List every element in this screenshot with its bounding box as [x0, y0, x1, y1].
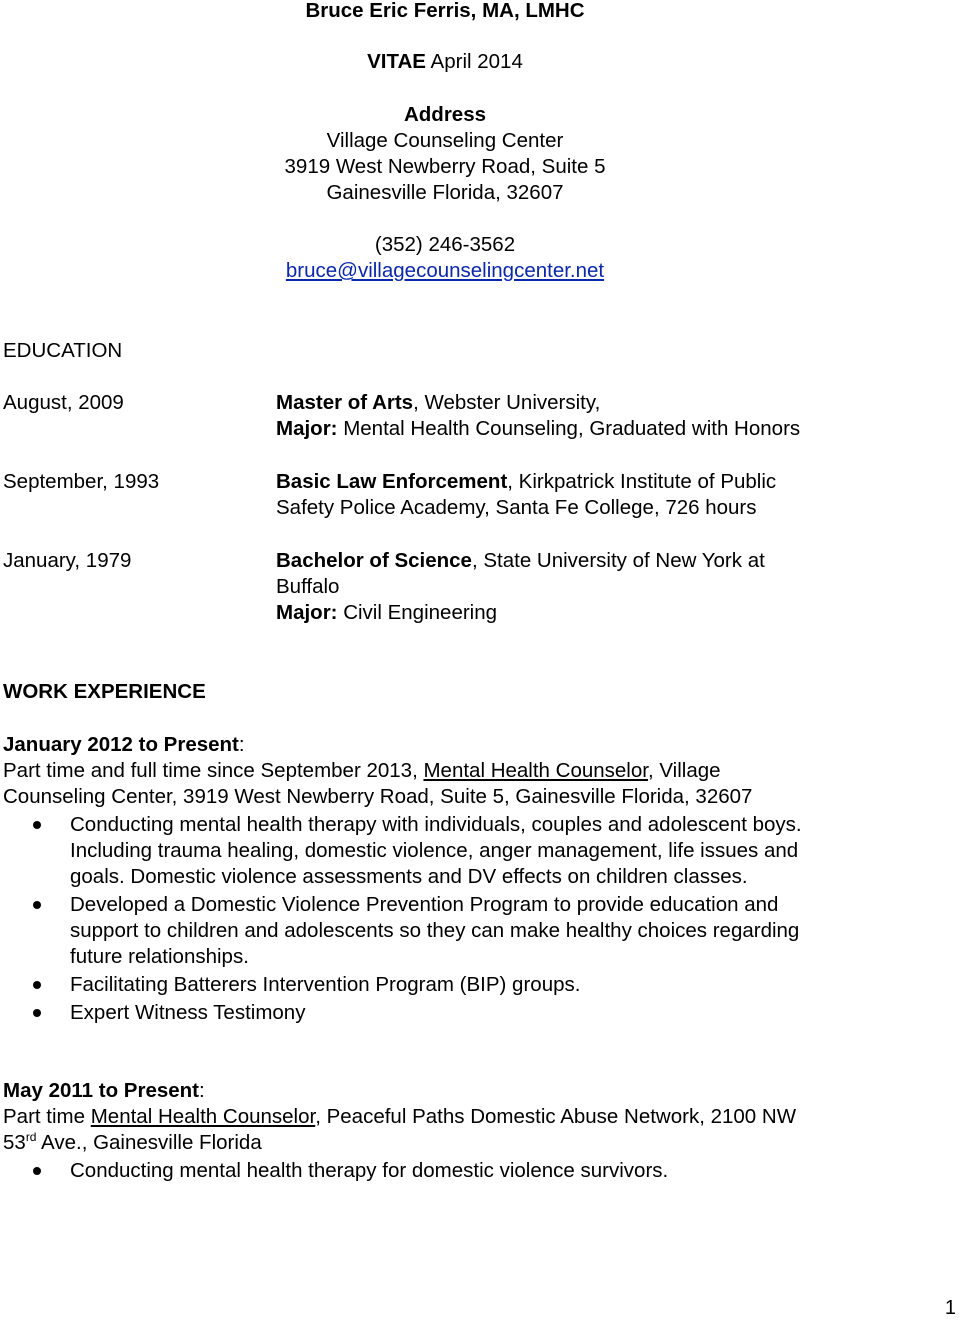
- degree-name: Bachelor of Science: [276, 549, 472, 572]
- page-number: 1: [944, 1297, 956, 1319]
- work-experience-heading: WORK EXPERIENCE: [3, 680, 206, 703]
- bullet-icon: [33, 981, 41, 989]
- job-period: January 2012 to Present: [3, 733, 239, 756]
- school-name-cont: Safety Police Academy, Santa Fe College, 726 hours: [276, 496, 757, 519]
- address-line-3: Gainesville Florida, 32607: [326, 181, 564, 204]
- list-item: [3, 1000, 900, 1026]
- duty-text: Conducting mental health therapy with individuals, couples and adolescent boys.: [70, 813, 802, 836]
- bullet-icon: [33, 1167, 41, 1175]
- major-value: Civil Engineering: [337, 601, 498, 624]
- major-label: Major:: [276, 417, 338, 440]
- degree-name: Master of Arts: [276, 391, 414, 414]
- bullet-icon: [33, 901, 41, 909]
- education-description: [276, 548, 876, 626]
- job-entry: [3, 732, 943, 1028]
- job-employer: , Village: [647, 759, 721, 782]
- vitae-line: [0, 49, 890, 75]
- job-location: Counseling Center, 3919 West Newberry Road, Suite 5, Gainesville Florida, 32607: [3, 785, 753, 808]
- email-link[interactable]: bruce@villagecounselingcenter.net: [285, 259, 605, 282]
- list-item: [3, 812, 900, 890]
- phone-number: (352) 246-3562: [374, 233, 516, 256]
- list-item: [3, 1158, 900, 1184]
- job-role: Mental Health Counselor: [90, 1105, 316, 1128]
- duty-text: Expert Witness Testimony: [70, 1001, 306, 1024]
- email-line: [0, 258, 890, 284]
- degree-name: Basic Law Enforcement: [276, 470, 508, 493]
- education-date: September, 1993: [3, 470, 160, 493]
- school-name: , Kirkpatrick Institute of Public: [507, 470, 777, 493]
- address-line-1: Village Counseling Center: [326, 129, 564, 152]
- duty-text: future relationships.: [70, 945, 249, 968]
- job-description: Part time: [3, 1105, 91, 1128]
- resume-name: Bruce Eric Ferris, MA, LMHC: [305, 0, 585, 22]
- job-duties-list: [3, 1158, 943, 1184]
- job-entry: [3, 1078, 943, 1186]
- job-period-suffix: :: [199, 1079, 205, 1102]
- job-period-suffix: :: [238, 733, 245, 756]
- address-line-2: 3919 West Newberry Road, Suite 5: [284, 155, 606, 178]
- job-description: Part time and full time since September 2013,: [3, 759, 424, 782]
- duty-text: support to children and adolescents so they can make healthy choices regarding: [70, 919, 800, 942]
- school-name-cont: Buffalo: [276, 575, 340, 598]
- list-item: [3, 972, 900, 998]
- bullet-icon: [33, 1009, 41, 1017]
- job-location: [3, 1130, 943, 1156]
- street-number: 53: [3, 1131, 26, 1154]
- duty-text: Including trauma healing, domestic violence, anger management, life issues and: [70, 839, 799, 862]
- education-heading: EDUCATION: [3, 339, 123, 362]
- bullet-icon: [33, 821, 41, 829]
- list-item: [3, 892, 900, 970]
- duty-text: Developed a Domestic Violence Prevention Program to provide education and: [70, 893, 779, 916]
- address-label: Address: [403, 103, 487, 126]
- job-period: May 2011 to Present: [3, 1079, 199, 1102]
- job-employer: , Peaceful Paths Domestic Abuse Network, 2100 NW: [315, 1105, 797, 1128]
- school-name: , Webster University,: [413, 391, 601, 414]
- education-date: August, 2009: [3, 391, 124, 414]
- major-label: Major:: [276, 601, 338, 624]
- duty-text: Facilitating Batterers Intervention Program (BIP) groups.: [70, 973, 581, 996]
- duty-text: Conducting mental health therapy for domestic violence survivors.: [70, 1159, 669, 1182]
- duty-text: goals. Domestic violence assessments and DV effects on children classes.: [70, 865, 748, 888]
- school-name: , State University of New York at: [471, 549, 765, 572]
- education-description: [276, 469, 876, 521]
- street-rest: Ave., Gainesville Florida: [36, 1131, 262, 1154]
- education-description: [276, 390, 876, 442]
- vitae-date: April 2014: [425, 50, 523, 73]
- major-value: Mental Health Counseling, Graduated with Honors: [337, 417, 801, 440]
- job-role: Mental Health Counselor: [423, 759, 648, 782]
- education-date: January, 1979: [3, 549, 132, 572]
- job-duties-list: [3, 812, 943, 1026]
- vitae-label: VITAE: [367, 50, 426, 73]
- ordinal-suffix: rd: [25, 1130, 37, 1144]
